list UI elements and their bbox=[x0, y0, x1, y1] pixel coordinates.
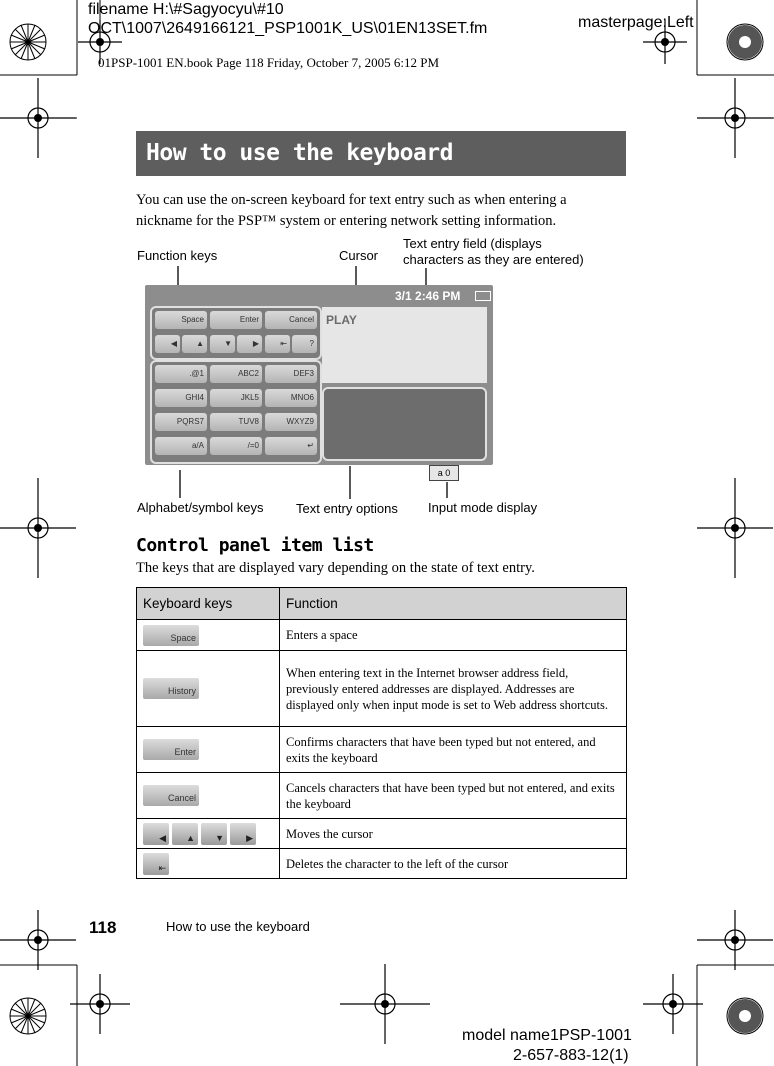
enter-key[interactable]: Enter bbox=[210, 311, 262, 329]
keypad-key[interactable]: DEF3 bbox=[265, 365, 317, 383]
cancel-key-image: Cancel bbox=[143, 785, 199, 806]
function-cell: Confirms characters that have been typed but not entered, and exits the keyboard bbox=[280, 727, 627, 773]
backspace-key[interactable]: ⇤ bbox=[265, 335, 290, 353]
keyboard-screen bbox=[145, 285, 493, 478]
left-arrow-key[interactable]: ◀ bbox=[155, 335, 180, 353]
page-number: 118 bbox=[89, 918, 117, 937]
text-entry-field[interactable] bbox=[322, 307, 487, 383]
keypad-key[interactable]: /=0 bbox=[210, 437, 262, 455]
history-key-image: History bbox=[143, 678, 199, 699]
model-name: model name1PSP-1001 bbox=[462, 1027, 632, 1044]
keypad-key[interactable]: TUV8 bbox=[210, 413, 262, 431]
table-row bbox=[137, 819, 627, 849]
alphabet-keys-panel bbox=[150, 360, 322, 464]
label-alphabet-symbol-keys: Alphabet/symbol keys bbox=[137, 500, 264, 515]
table-row bbox=[137, 849, 627, 879]
key-cell bbox=[137, 620, 280, 651]
keypad-key[interactable]: ↵ bbox=[265, 437, 317, 455]
right-arrow-key[interactable]: ▶ bbox=[237, 335, 262, 353]
control-panel-heading: Control panel item list bbox=[136, 535, 374, 556]
keypad-key[interactable]: GHI4 bbox=[155, 389, 207, 407]
key-cell bbox=[137, 819, 280, 849]
left-arrow-icon: ◀ bbox=[143, 823, 169, 845]
table-row bbox=[137, 727, 627, 773]
battery-icon bbox=[475, 291, 491, 301]
keypad-key[interactable]: WXYZ9 bbox=[265, 413, 317, 431]
label-text-entry-options: Text entry options bbox=[296, 501, 398, 516]
keypad-key[interactable]: a/A bbox=[155, 437, 207, 455]
control-panel-table bbox=[136, 587, 627, 879]
function-cell: Cancels characters that have been typed but not entered, and exits the keyboard bbox=[280, 773, 627, 819]
keypad-key[interactable]: JKL5 bbox=[210, 389, 262, 407]
table-row bbox=[137, 651, 627, 727]
up-arrow-key[interactable]: ▲ bbox=[182, 335, 207, 353]
keypad-key[interactable]: ABC2 bbox=[210, 365, 262, 383]
control-panel-intro: The keys that are displayed vary depending on the state of text entry. bbox=[136, 560, 535, 576]
section-intro: You can use the on-screen keyboard for text entry such as when entering a nickname for the PSP™ system or entering network setting information. bbox=[136, 192, 567, 229]
column-header-keys: Keyboard keys bbox=[137, 588, 280, 620]
function-cell: When entering text in the Internet browser address field, previously entered addresses are displayed. Addresses are displayed only when input mode is set to Web address shortcuts. bbox=[280, 651, 627, 727]
help-key[interactable]: ? bbox=[292, 335, 317, 353]
enter-key-image: Enter bbox=[143, 739, 199, 760]
entered-text: PLAY bbox=[326, 313, 357, 327]
text-entry-options[interactable] bbox=[322, 387, 487, 461]
model-code: 2-657-883-12(1) bbox=[513, 1047, 629, 1064]
function-cell: Deletes the character to the left of the cursor bbox=[280, 849, 627, 879]
section-title: How to use the keyboard bbox=[146, 140, 453, 166]
function-cell: Moves the cursor bbox=[280, 819, 627, 849]
key-cell bbox=[137, 651, 280, 727]
keypad-key[interactable]: MNO6 bbox=[265, 389, 317, 407]
backspace-icon: ⇤ bbox=[143, 853, 169, 875]
function-cell: Enters a space bbox=[280, 620, 627, 651]
table-header-row bbox=[137, 588, 627, 620]
key-cell bbox=[137, 773, 280, 819]
table-row bbox=[137, 620, 627, 651]
key-cell bbox=[137, 849, 280, 879]
masterpage-label: masterpage:Left bbox=[578, 14, 694, 31]
label-text-entry-field: Text entry field (displays characters as they are entered) bbox=[403, 236, 584, 267]
input-mode-display: a 0 bbox=[429, 465, 459, 481]
function-keys-panel bbox=[150, 306, 322, 360]
keypad-key[interactable]: PQRS7 bbox=[155, 413, 207, 431]
label-function-keys: Function keys bbox=[137, 248, 218, 263]
key-cell bbox=[137, 727, 280, 773]
down-arrow-key[interactable]: ▼ bbox=[210, 335, 235, 353]
keypad-key[interactable]: .@1 bbox=[155, 365, 207, 383]
page-label: How to use the keyboard bbox=[166, 919, 310, 934]
right-arrow-icon: ▶ bbox=[230, 823, 256, 845]
table-row bbox=[137, 773, 627, 819]
up-arrow-icon: ▲ bbox=[172, 823, 198, 845]
space-key[interactable]: Space bbox=[155, 311, 207, 329]
filename-header: filename H:\#Sagyocyu\#10 OCT\1007\2649166121_PSP1001K_US\01EN13SET.fm bbox=[88, 1, 488, 37]
down-arrow-icon: ▼ bbox=[201, 823, 227, 845]
label-cursor: Cursor bbox=[339, 248, 379, 263]
space-key-image: Space bbox=[143, 625, 199, 646]
label-input-mode-display: Input mode display bbox=[428, 500, 538, 515]
clock-display: 3/1 2:46 PM bbox=[395, 289, 461, 303]
column-header-function: Function bbox=[280, 588, 627, 620]
cancel-key[interactable]: Cancel bbox=[265, 311, 317, 329]
book-info: 01PSP-1001 EN.book Page 118 Friday, October 7, 2005 6:12 PM bbox=[98, 55, 440, 70]
